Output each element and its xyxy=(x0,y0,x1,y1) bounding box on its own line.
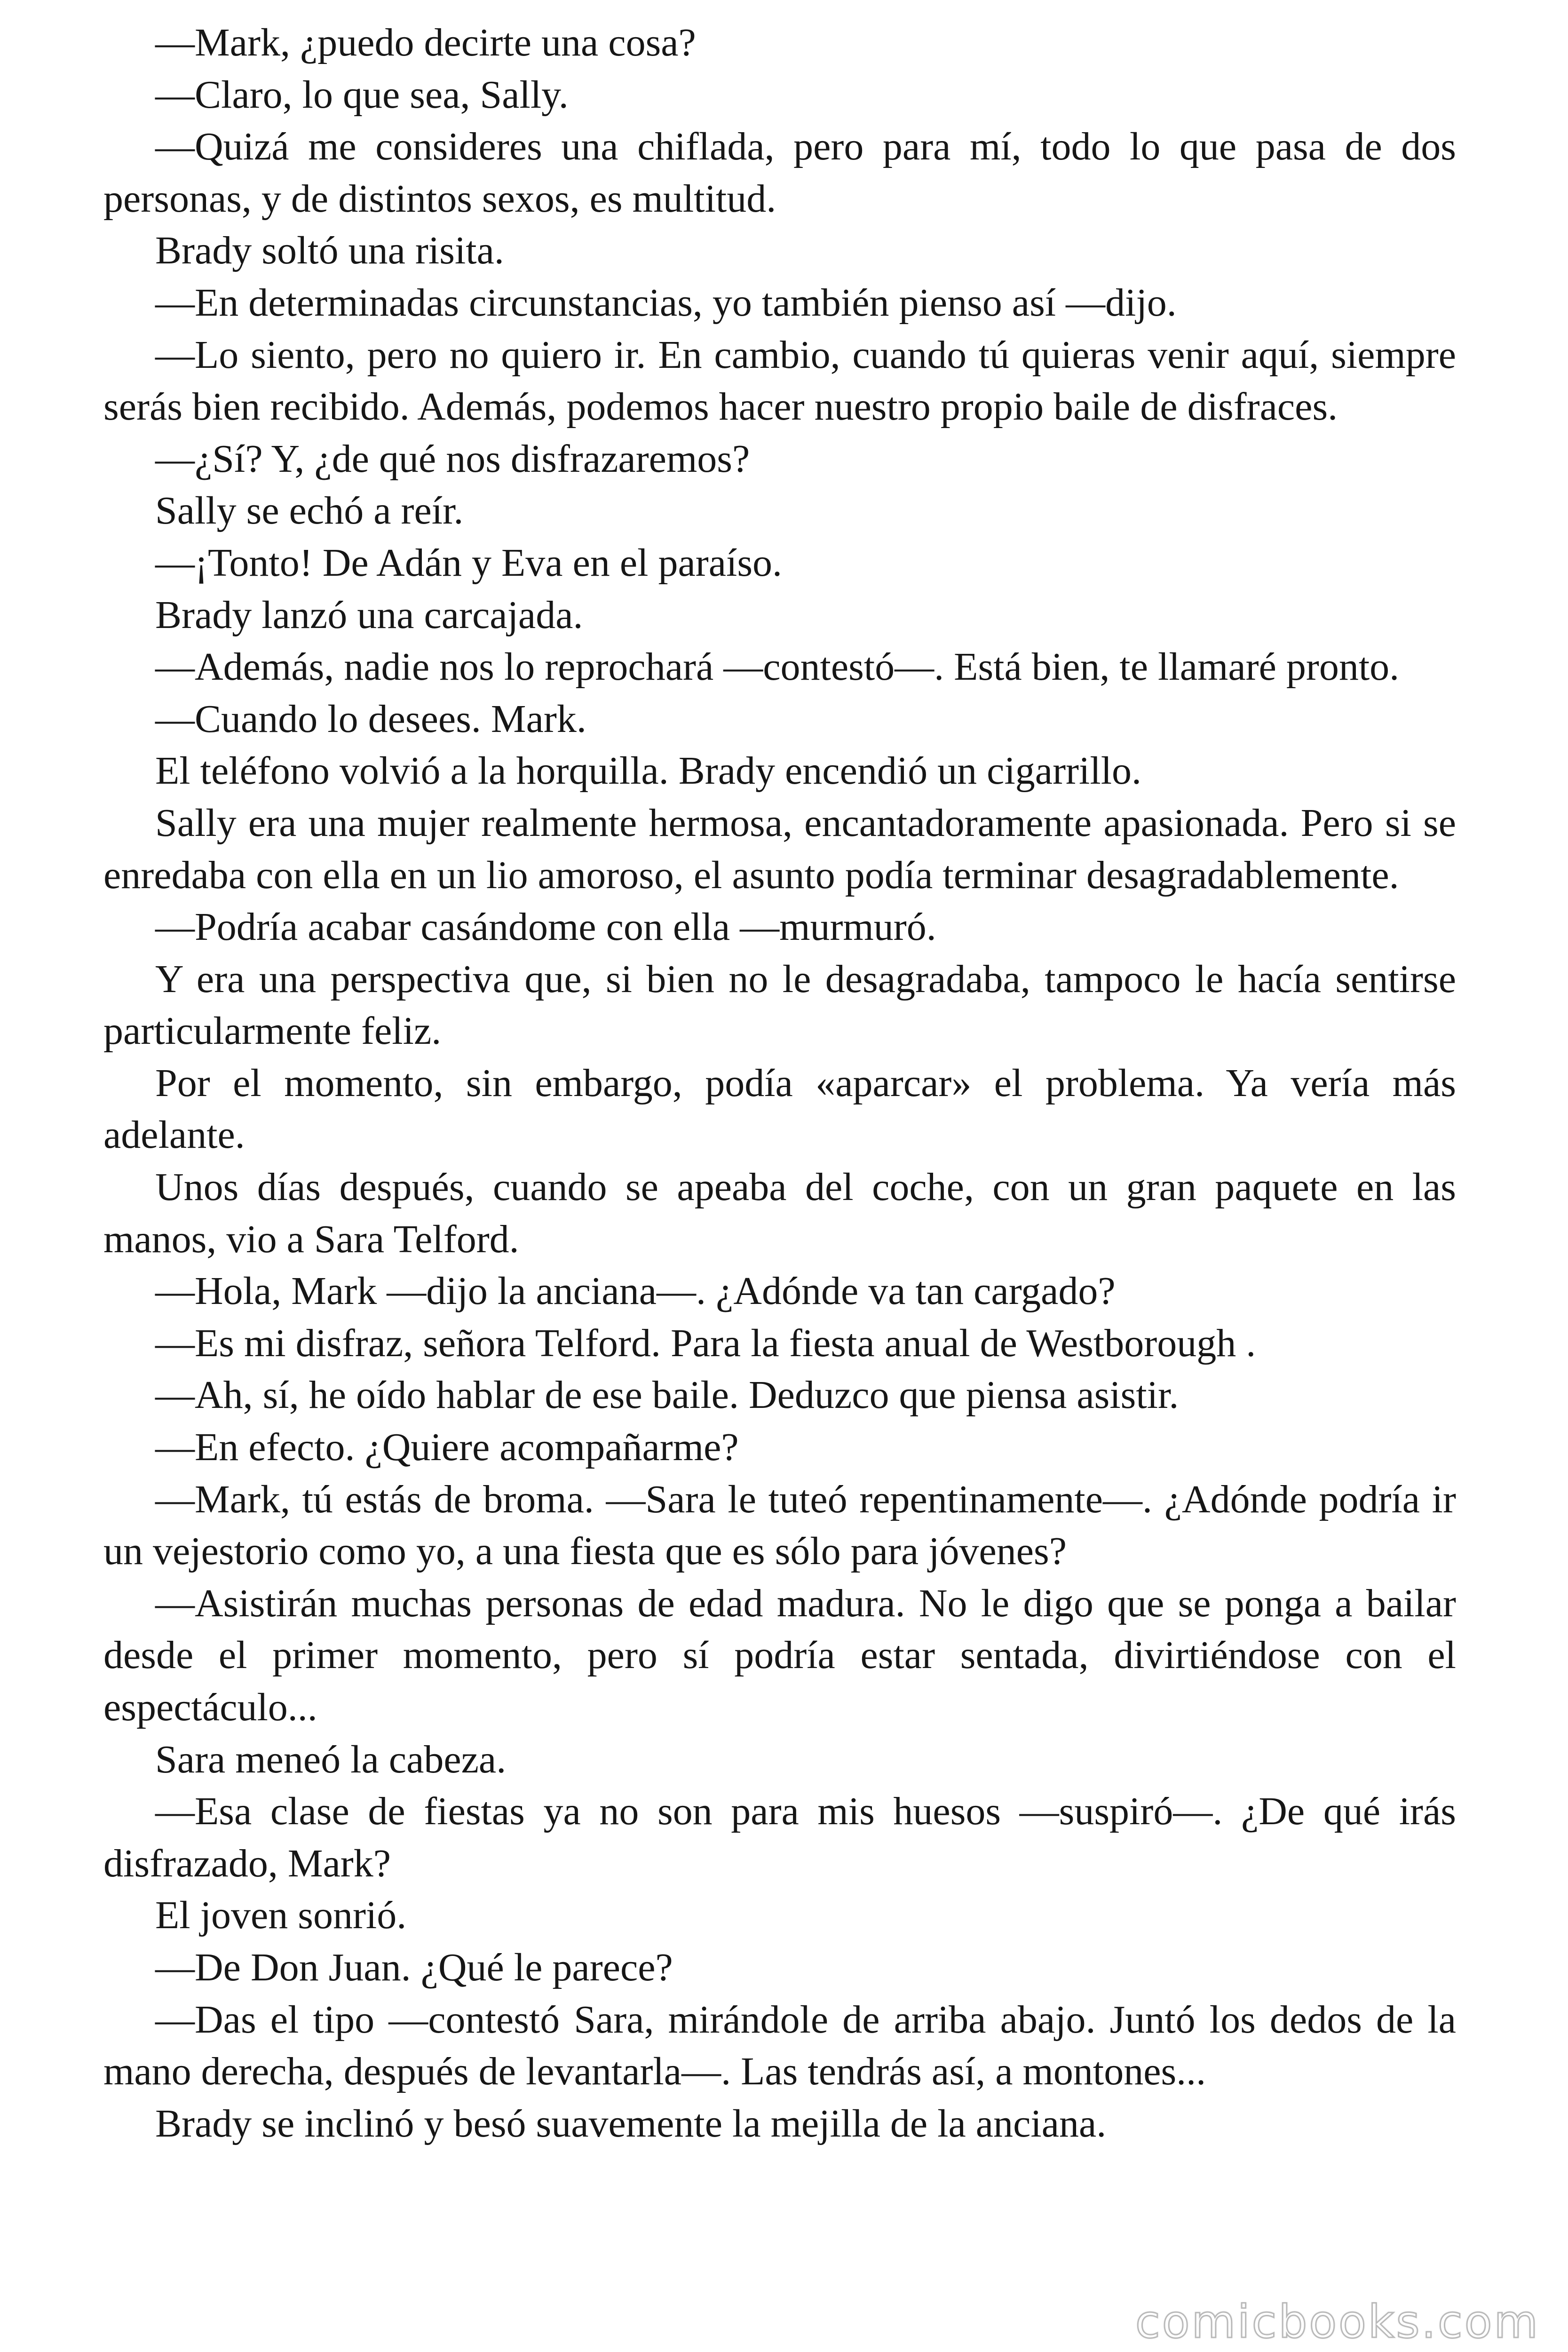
paragraph: Y era una perspectiva que, si bien no le desagradaba, tampoco le hacía sentirse particularmente feliz. xyxy=(103,957,1456,1053)
paragraph: Sally se echó a reír. xyxy=(155,489,464,533)
paragraph: Brady se inclinó y besó suavemente la mejilla de la anciana. xyxy=(155,2101,1107,2145)
paragraph: —En determinadas circunstancias, yo también pienso así —dijo. xyxy=(155,280,1177,325)
paragraph: —Mark, tú estás de broma. —Sara le tuteó repentinamente—. ¿Adónde podría ir un vejestorio como yo, a una fiesta que es sólo para jóvenes? xyxy=(103,1477,1456,1573)
paragraph: Sally era una mujer realmente hermosa, encantadoramente apasionada. Pero si se enredaba con ella en un lio amoroso, el asunto podía terminar desagradablemente. xyxy=(103,801,1456,897)
paragraph: —Podría acabar casándome con ella —murmuró. xyxy=(155,905,936,949)
paragraph: —Asistirán muchas personas de edad madura. No le digo que se ponga a bailar desde el primer momento, pero sí podría estar sentada, divirtiéndose con el espectáculo... xyxy=(103,1581,1456,1729)
paragraph: Brady lanzó una carcajada. xyxy=(155,593,583,637)
paragraph: —Es mi disfraz, señora Telford. Para la fiesta anual de Westborough . xyxy=(155,1321,1256,1365)
paragraph: —Lo siento, pero no quiero ir. En cambio, cuando tú quieras venir aquí, siempre serás bien recibido. Además, podemos hacer nuestro propio baile de disfraces. xyxy=(103,333,1456,429)
paragraph: —Cuando lo desees. Mark. xyxy=(155,697,586,741)
paragraph: —Esa clase de fiestas ya no son para mis huesos —suspiró—. ¿De qué irás disfrazado, Mark? xyxy=(103,1789,1456,1885)
paragraph: El joven sonrió. xyxy=(155,1893,407,1938)
paragraph: —¡Tonto! De Adán y Eva en el paraíso. xyxy=(155,540,783,585)
paragraph: El teléfono volvió a la horquilla. Brady encendió un cigarrillo. xyxy=(155,749,1142,793)
paragraph: Por el momento, sin embargo, podía «aparcar» el problema. Ya vería más adelante. xyxy=(103,1061,1456,1157)
paragraph: —Ah, sí, he oído hablar de ese baile. Deduzco que piensa asistir. xyxy=(155,1373,1179,1417)
paragraph: —Además, nadie nos lo reprochará —contestó—. Está bien, te llamaré pronto. xyxy=(155,645,1400,689)
paragraph: —Claro, lo que sea, Sally. xyxy=(155,72,569,117)
paragraph: Sara meneó la cabeza. xyxy=(155,1737,507,1781)
paragraph: —De Don Juan. ¿Qué le parece? xyxy=(155,1945,673,1989)
paragraph: Brady soltó una risita. xyxy=(155,229,504,273)
watermark-logo: comicbooks.com xyxy=(1135,2296,1540,2348)
body-text xyxy=(103,17,1456,2150)
paragraph: —En efecto. ¿Quiere acompañarme? xyxy=(155,1425,739,1470)
paragraph: —Quizá me consideres una chiflada, pero para mí, todo lo que pasa de dos personas, y de distintos sexos, es multitud. xyxy=(103,125,1456,221)
paragraph: —¿Sí? Y, ¿de qué nos disfrazaremos? xyxy=(155,437,750,481)
paragraph: —Das el tipo —contestó Sara, mirándole de arriba abajo. Juntó los dedos de la mano derecha, después de levantarla—. Las tendrás así, a montones... xyxy=(103,1997,1456,2094)
paragraph: —Mark, ¿puedo decirte una cosa? xyxy=(155,21,696,64)
paragraph: —Hola, Mark —dijo la anciana—. ¿Adónde va tan cargado? xyxy=(155,1269,1116,1313)
paragraph: Unos días después, cuando se apeaba del coche, con un gran paquete en las manos, vio a Sara Telford. xyxy=(103,1165,1456,1261)
